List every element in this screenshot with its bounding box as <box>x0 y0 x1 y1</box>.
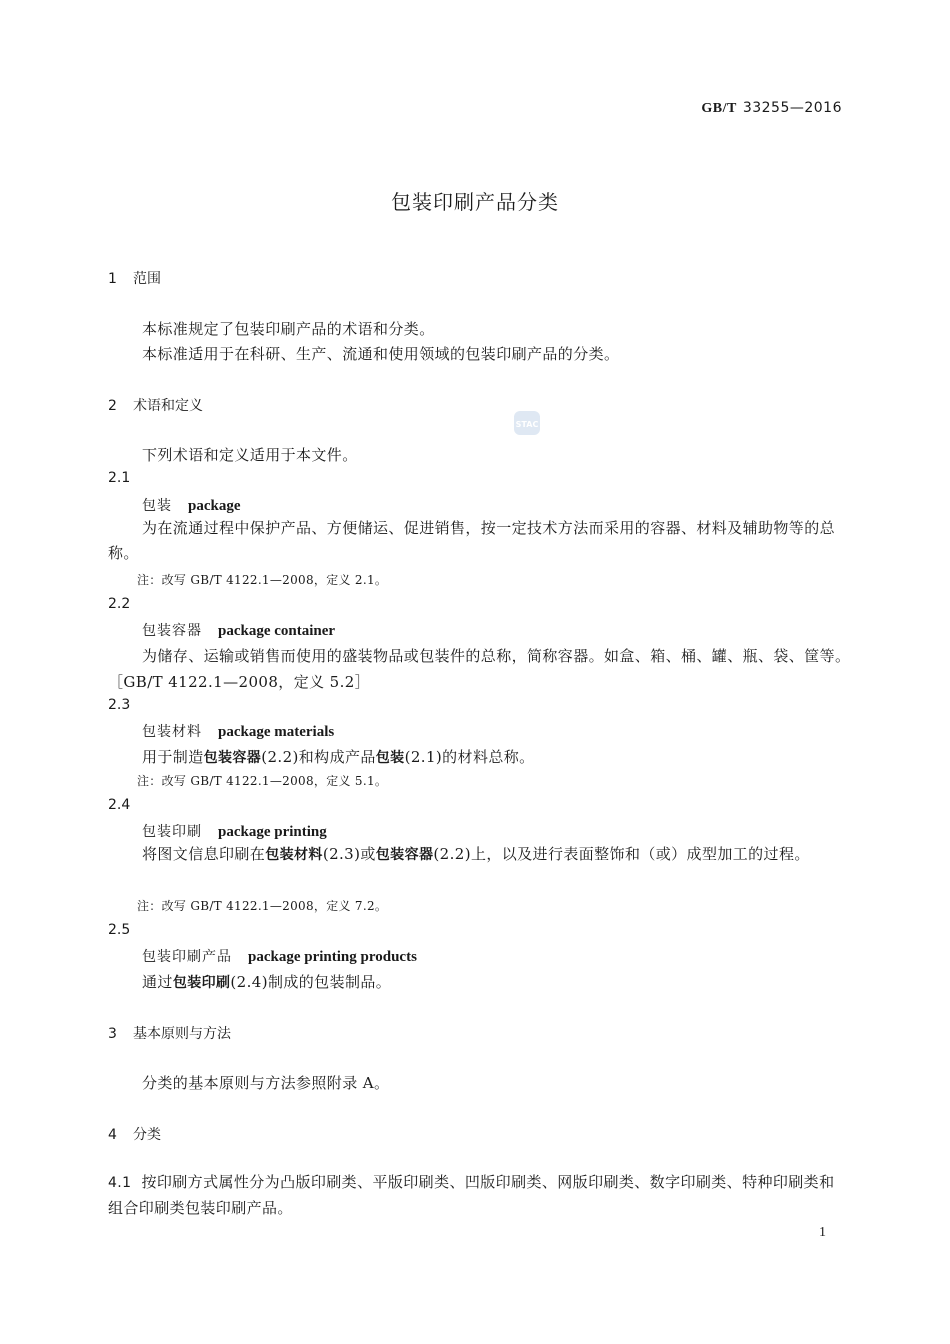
document-title: 包装印刷产品分类 <box>391 190 559 214</box>
definition <box>142 971 391 992</box>
term-reference: 包装材料 <box>265 847 323 863</box>
page-number: 1 <box>819 1225 826 1240</box>
term-chinese: 包装 <box>142 498 172 514</box>
watermark-text: STAC <box>515 420 539 429</box>
text: (2.2)和构成产品 <box>261 748 376 766</box>
section-3-heading <box>108 1023 231 1043</box>
note: 注：改写 GB/T 4122.1—2008，定义 2.1。 <box>137 573 388 587</box>
text: (2.1)的材料总称。 <box>404 748 535 766</box>
term-entry <box>142 946 417 966</box>
paragraph: 本标准适用于在科研、生产、流通和使用领域的包装印刷产品的分类。 <box>142 345 620 363</box>
text: 用于制造 <box>142 748 204 766</box>
section-title: 基本原则与方法 <box>133 1026 231 1042</box>
term-chinese: 包装印刷 <box>142 824 202 840</box>
term-entry <box>142 495 241 515</box>
paragraph: 本标准规定了包装印刷产品的术语和分类。 <box>142 320 435 338</box>
term-english: package materials <box>218 724 335 740</box>
note: 注：改写 GB/T 4122.1—2008，定义 7.2。 <box>137 899 388 913</box>
term-reference: 包装容器 <box>375 847 434 863</box>
term-chinese: 包装印刷产品 <box>142 949 232 965</box>
term-english: package container <box>218 623 336 639</box>
definition <box>142 746 535 767</box>
clause-number: 2.5 <box>108 922 131 938</box>
text: (2.4)制成的包装制品。 <box>230 973 392 991</box>
term-entry <box>142 721 334 741</box>
section-1-heading <box>108 268 161 288</box>
clause-number: 2.2 <box>108 596 131 612</box>
definition: 为在流通过程中保护产品、方便储运、促进销售，按一定技术方法而采用的容器、材料及辅助物等的总称。 <box>108 519 836 562</box>
section-number: 4 <box>108 1127 117 1143</box>
section-title: 术语和定义 <box>133 398 203 414</box>
term-english: package printing products <box>248 949 417 965</box>
clause-number: 2.3 <box>108 697 131 713</box>
term-reference: 包装 <box>375 750 405 766</box>
clause-text: 按印刷方式属性分为凸版印刷类、平版印刷类、凹版印刷类、网版印刷类、数字印刷类、特种印刷类和组合印刷类包装印刷产品。 <box>108 1173 835 1217</box>
paragraph: 分类的基本原则与方法参照附录 A。 <box>142 1074 390 1092</box>
text: 通过 <box>142 973 173 991</box>
definition: 为储存、运输或销售而使用的盛装物品或包装件的总称，简称容器。如盒、箱、桶、罐、瓶、袋、筐等。 <box>142 647 851 665</box>
stac-watermark-logo <box>513 410 541 436</box>
term-reference: 包装容器 <box>203 750 262 766</box>
clause-number: 2.4 <box>108 797 131 813</box>
section-title: 分类 <box>133 1127 161 1143</box>
clause-number: 4.1 <box>108 1175 132 1191</box>
term-entry <box>142 620 335 640</box>
text: 将图文信息印刷在 <box>142 845 266 863</box>
standard-code <box>701 100 842 117</box>
term-chinese: 包装材料 <box>142 724 202 740</box>
term-entry <box>142 821 327 841</box>
paragraph: 下列术语和定义适用于本文件。 <box>142 446 358 464</box>
term-english: package <box>188 498 241 514</box>
section-number: 1 <box>108 271 117 287</box>
section-4-heading <box>108 1124 161 1144</box>
text: (2.3)或 <box>322 845 376 863</box>
clause-4-1 <box>108 1170 843 1221</box>
standard-prefix: GB/T <box>701 101 737 116</box>
term-chinese: 包装容器 <box>142 623 202 639</box>
clause-number: 2.1 <box>108 470 131 486</box>
note: 注：改写 GB/T 4122.1—2008，定义 5.1。 <box>137 774 388 788</box>
section-number: 2 <box>108 398 117 414</box>
term-english: package printing <box>218 824 327 840</box>
definition <box>108 842 843 868</box>
standard-number: 33255—2016 <box>742 100 842 116</box>
term-reference: 包装印刷 <box>172 975 231 991</box>
section-number: 3 <box>108 1026 117 1042</box>
text: (2.2)上，以及进行表面整饰和（或）成型加工的过程。 <box>433 845 810 863</box>
section-2-heading <box>108 395 203 415</box>
section-title: 范围 <box>133 271 161 287</box>
reference: ［GB/T 4122.1—2008，定义 5.2］ <box>108 673 371 691</box>
